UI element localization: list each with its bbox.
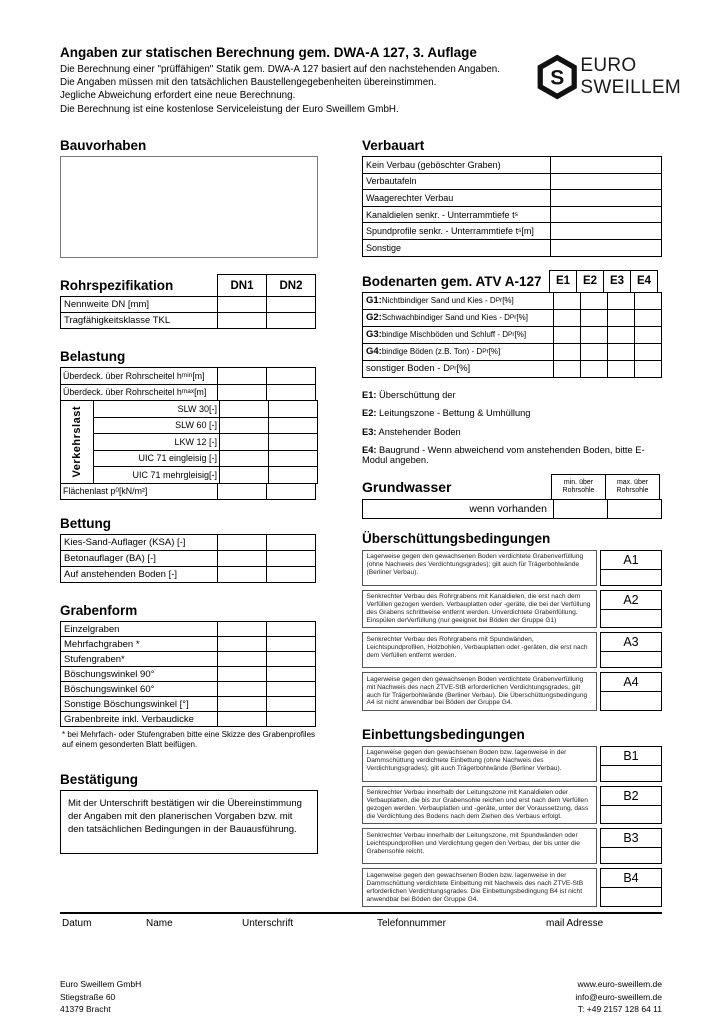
logo-text: EURO SWEILLEM — [580, 55, 682, 98]
verbauart-kein-verbau-input[interactable] — [550, 156, 662, 174]
g1-e1-input[interactable] — [553, 292, 581, 310]
table-row: Böschungswinkel 60° — [60, 681, 318, 697]
section-grabenform — [60, 603, 318, 750]
ksa-dn2-input[interactable] — [266, 534, 316, 551]
section-bestaetigung — [60, 772, 318, 854]
condition-item-b3: Senkrechter Verbau innerhalb der Leitungszone, mit Spundwänden oder Leichtspundprofilen und Verdichtung gegen den Verbau, der bis unter die Grabensohle reicht. B3 — [362, 828, 662, 864]
g2-e3-input[interactable] — [607, 309, 635, 327]
winkel90-dn2-input[interactable] — [266, 666, 316, 682]
table-row: G4: bindige Böden (z.B. Ton) - D Pr [%] — [362, 343, 662, 361]
footer — [60, 978, 662, 1016]
header — [60, 45, 540, 116]
condition-item-a3: Senkrechter Verbau des Rohrgrabens mit Spundwänden, Leichtspundprofilen, Holzbohlen, Verbauplatten oder -geräten, die erst nach dem Verfüllen entfernt werden. A3 — [362, 632, 662, 668]
section-title: Bettung — [60, 516, 111, 531]
g4-e3-input[interactable] — [607, 343, 635, 361]
intro-line: Die Berechnung einer "prüffähigen" Statik gem. DWA-A 127 basiert auf den nachstehenden Angaben. — [60, 64, 500, 75]
code-b3: B3 — [600, 828, 662, 848]
verbauart-waagerecht-input[interactable] — [550, 189, 662, 207]
table-row: Stufengraben* — [60, 651, 318, 667]
e-note: E1: Überschüttung der — [362, 389, 456, 400]
g4-e1-input[interactable] — [553, 343, 581, 361]
a3-input[interactable] — [600, 651, 662, 668]
section-bodenarten — [362, 270, 662, 378]
g2-e4-input[interactable] — [634, 309, 662, 327]
table-row: Waagerechter Verbau — [362, 189, 662, 207]
grundwasser-max-input[interactable] — [607, 499, 662, 519]
g2-e2-input[interactable] — [580, 309, 608, 327]
anstehend-dn1-input[interactable] — [217, 566, 267, 583]
e-note: E3: Anstehender Boden — [362, 426, 461, 437]
section-grundwasser — [362, 474, 662, 519]
stufengraben-dn2-input[interactable] — [266, 651, 316, 667]
footer-phone: T: +49 2157 128 64 11 — [577, 1004, 662, 1014]
a4-input[interactable] — [600, 691, 662, 711]
table-row: Überdeck. über Rohrscheitel h min [m] — [60, 367, 318, 385]
hmin-dn2-input[interactable] — [266, 367, 316, 385]
g3-e3-input[interactable] — [607, 326, 635, 344]
rohrspez-dn1-tkl-input[interactable] — [217, 312, 267, 329]
verbauart-verbautafeln-input[interactable] — [550, 173, 662, 191]
section-title: Rohrspezifikation — [60, 278, 174, 293]
sonstiger-e4-input[interactable] — [634, 360, 662, 378]
hmin-dn1-input[interactable] — [217, 367, 267, 385]
uic71-mehr-dn2-input[interactable] — [268, 466, 318, 484]
column-header-e1: E1 — [549, 270, 577, 293]
rohrspez-dn1-nennweite-input[interactable] — [217, 296, 267, 313]
table-row: Sonstige Böschungswinkel [°] — [60, 696, 318, 712]
sonstiger-e2-input[interactable] — [580, 360, 608, 378]
section-title: Bauvorhaben — [60, 138, 147, 153]
b2-input[interactable] — [600, 805, 662, 825]
b4-input[interactable] — [600, 887, 662, 907]
table-row: Sonstige — [362, 239, 662, 257]
code-b2: B2 — [600, 786, 662, 806]
condition-item-b2: Senkrechter Verbau innerhalb der Leitungszone mit Kanaldielen oder Verbauplatten, die bis zur Grabensohle reichen und erst nach dem Verfüllen gezogen werden. Verbauplatten und -geräte, unter der Voraussetzung, dass die Verdichtung des Bodens nach dem Ziehen des Verbaus erfolgt. B2 — [362, 786, 662, 825]
e-notes — [362, 390, 662, 466]
winkel90-dn1-input[interactable] — [217, 666, 267, 682]
section-ueberschuettung — [362, 531, 662, 711]
table-row: SLW 30[-] — [93, 400, 318, 418]
signature-line[interactable] — [60, 912, 662, 932]
signature-label-telefonnummer: Telefonnummer — [377, 918, 446, 929]
intro-line: Die Berechnung ist eine kostenlose Serviceleistung der Euro Sweillem GmbH. — [60, 103, 399, 115]
table-row: Kein Verbau (geböschter Graben) — [362, 156, 662, 174]
code-b4: B4 — [600, 868, 662, 888]
condition-item-b1: Lagenweise gegen den gewachsenen Boden bzw. lagenweise in der Dammschüttung verdichtete Einbettung (ohne Nachweis des Verdichtungsgrades); gilt auch Trägerbohlwände (Berliner Verbau). B1 — [362, 746, 662, 782]
table-row: Auf anstehenden Boden [-] — [60, 566, 318, 583]
table-row: Betonauflager (BA) [-] — [60, 550, 318, 567]
intro-line: Die Angaben müssen mit den tatsächlichen Baustellengegebenheiten übereinstimmen. — [60, 77, 437, 89]
ba-dn2-input[interactable] — [266, 550, 316, 567]
g4-e4-input[interactable] — [634, 343, 662, 361]
rohrspez-dn2-tkl-input[interactable] — [266, 312, 316, 329]
slw30-dn2-input[interactable] — [268, 400, 318, 418]
code-a1: A1 — [600, 550, 662, 570]
page-title: Angaben zur statischen Berechnung gem. DWA-A 127, 3. Auflage — [60, 45, 477, 60]
table-row: Grabenbreite inkl. Verbaudicke — [60, 711, 318, 727]
mehrfachgraben-dn2-input[interactable] — [266, 636, 316, 652]
table-row: G3: bindige Mischböden und Schluff - D Pr [%] — [362, 326, 662, 344]
column-header-e4: E4 — [630, 270, 658, 293]
section-rohrspezifikation — [60, 274, 318, 329]
g1-e4-input[interactable] — [634, 292, 662, 310]
g2-e1-input[interactable] — [553, 309, 581, 327]
signature-label-unterschrift: Unterschrift — [242, 918, 294, 929]
code-a4: A4 — [600, 672, 662, 692]
signature-label-name: Name — [146, 918, 173, 929]
grabenbreite-dn1-input[interactable] — [217, 711, 267, 727]
sonstiger-e1-input[interactable] — [553, 360, 581, 378]
table-row: Tragfähigkeitsklasse TKL — [60, 312, 318, 329]
footer-contact — [575, 978, 662, 1016]
grabenbreite-dn2-input[interactable] — [266, 711, 316, 727]
column-header-max: max. über Rohrsohle — [605, 474, 660, 500]
hexagon-s-logo-icon — [537, 53, 577, 101]
slw60-dn1-input[interactable] — [219, 417, 269, 435]
table-row: UIC 71 eingleisig [-] — [93, 450, 318, 468]
lkw12-dn2-input[interactable] — [268, 433, 318, 451]
table-row: SLW 60 [-] — [93, 417, 318, 435]
table-row: UIC 71 mehrgleisig[-] — [93, 466, 318, 484]
verbauart-spundprofile-input[interactable] — [550, 222, 662, 240]
intro-line: Jegliche Abweichung erfordert eine neue Berechnung. — [60, 90, 296, 102]
section-einbettung — [362, 727, 662, 907]
e-note: E4: Baugrund - Wenn abweichend vom anstehenden Boden, bitte E-Modul angeben. — [362, 445, 645, 466]
section-title: Einbettungsbedingungen — [362, 726, 525, 742]
verbauart-sonstige-input[interactable] — [550, 239, 662, 257]
uic71-mehr-dn1-input[interactable] — [219, 466, 269, 484]
hmax-dn2-input[interactable] — [266, 384, 316, 402]
section-bauvorhaben — [60, 138, 318, 258]
stufengraben-dn1-input[interactable] — [217, 651, 267, 667]
section-title: Grabenform — [60, 603, 138, 618]
condition-item-a4: Lagerweise gegen den gewachsenen Boden verdichtete Grabenverfüllung mit Nachweis des nach ZTVE-StB erforderlichen Verdichtungsgrades, gilt auch für Trägerbohlwände (Berliner Verbau). Die Überschüttungsbedingung A4 ist nicht anwendbar bei Böden der Gruppe G4. A4 — [362, 672, 662, 711]
company-logo — [537, 53, 723, 101]
mehrfachgraben-dn1-input[interactable] — [217, 636, 267, 652]
footer-company-address: Euro Sweillem GmbH Stiegstraße 60 41379 Bracht — [60, 979, 142, 1014]
anstehend-dn2-input[interactable] — [266, 566, 316, 583]
section-title: Bestätigung — [60, 772, 139, 787]
condition-item-a1: Lagerweise gegen den gewachsenen Boden verdichtete Grabenverfüllung (ohne Nachweis des Verdichtungsgrades); gilt auch für Trägerbohlwände (Berliner Verbau). A1 — [362, 550, 662, 586]
uic71-ein-dn1-input[interactable] — [219, 450, 269, 468]
table-row: LKW 12 [-] — [93, 433, 318, 451]
verbauart-kanaldielen-input[interactable] — [550, 206, 662, 224]
svg-text:S: S — [550, 66, 565, 90]
code-b1: B1 — [600, 746, 662, 766]
condition-item-a2: Senkrechter Verbau des Rohrgrabens mit Kanaldielen, die erst nach dem Verfüllen gezogen werden. Verbauplatten oder -geräte, die bei der Verfüllung des Grabens schrittweise entfernt werden. Unverdichtete Grabenfüllung. Einspülen derVerfüllung (nur geeignet bei Böden der Gruppe G1) A2 — [362, 590, 662, 629]
table-row: G1: Nichtbindiger Sand und Kies - D Pr [%] — [362, 292, 662, 310]
winkel60-dn2-input[interactable] — [266, 681, 316, 697]
b1-input[interactable] — [600, 765, 662, 782]
g3-e1-input[interactable] — [553, 326, 581, 344]
verkehrslast-label: Verkehrslast — [71, 406, 83, 478]
table-row: Spundprofile senkr. - Unterrammtiefe t s [m] — [362, 222, 662, 240]
table-row: Mehrfachgraben * — [60, 636, 318, 652]
slw60-dn2-input[interactable] — [268, 417, 318, 435]
section-title: Bodenarten gem. ATV A-127 — [362, 273, 542, 289]
einzelgraben-dn1-input[interactable] — [217, 621, 267, 637]
einzelgraben-dn2-input[interactable] — [266, 621, 316, 637]
flaechenlast-dn2-input[interactable] — [266, 483, 316, 501]
table-row: Böschungswinkel 90° — [60, 666, 318, 682]
bauvorhaben-input-box[interactable] — [60, 156, 318, 258]
ba-dn1-input[interactable] — [217, 550, 267, 567]
e-note: E2: Leitungszone - Bettung & Umhüllung — [362, 408, 531, 419]
g4-e2-input[interactable] — [580, 343, 608, 361]
winkel60-dn1-input[interactable] — [217, 681, 267, 697]
sonstwinkel-dn1-input[interactable] — [217, 696, 267, 712]
footer-email: info@euro-sweillem.de — [575, 991, 662, 1002]
grabenform-footnote: * bei Mehrfach- oder Stufengraben bitte eine Skizze des Grabenprofiles auf einem gesonderten Blatt beifügen. — [62, 730, 316, 749]
section-belastung — [60, 349, 318, 500]
lkw12-dn1-input[interactable] — [219, 433, 269, 451]
sonstwinkel-dn2-input[interactable] — [266, 696, 316, 712]
grundwasser-min-input[interactable] — [553, 499, 608, 519]
column-header-dn1: DN1 — [217, 274, 267, 297]
section-verbauart — [362, 138, 662, 257]
hmax-dn1-input[interactable] — [217, 384, 267, 402]
condition-item-b4: Lagenweise gegen den gewachsenen Boden bzw. lagenweise in der Dammschüttung verdichtete Einbettung mit Nachweis des nach ZTVE-StB erforderlichen Verdichtungsgrades. Die Einbettungsbedingung B4 ist nicht anwendbar bei Böden der Gruppe G4. B4 — [362, 868, 662, 907]
b3-input[interactable] — [600, 847, 662, 864]
table-row: sonstiger Boden - D Pr [%] — [362, 360, 662, 378]
g3-e4-input[interactable] — [634, 326, 662, 344]
uic71-ein-dn2-input[interactable] — [268, 450, 318, 468]
section-title: Grundwasser — [362, 478, 452, 495]
table-row: Flächenlast p 0 [kN/m²] — [60, 483, 318, 501]
column-header-dn2: DN2 — [266, 274, 316, 297]
slw30-dn1-input[interactable] — [219, 400, 269, 418]
column-header-e2: E2 — [576, 270, 604, 293]
bestaetigung-text: Mit der Unterschrift bestätigen wir die Übereinstimmung der Angaben mit den planerischen Vorgaben bzw. mit den tatsächlichen Bedingungen in der Bauausführung. — [60, 790, 318, 854]
verkehrslast-group — [60, 400, 318, 484]
table-row: Einzelgraben — [60, 621, 318, 637]
code-a3: A3 — [600, 632, 662, 652]
column-header-e3: E3 — [603, 270, 631, 293]
table-row: wenn vorhanden — [362, 499, 662, 519]
ksa-dn1-input[interactable] — [217, 534, 267, 551]
table-row: Nennweite DN [mm] — [60, 296, 318, 313]
a2-input[interactable] — [600, 609, 662, 629]
table-row: Kanaldielen senkr. - Unterrammtiefe t s — [362, 206, 662, 224]
a1-input[interactable] — [600, 569, 662, 586]
table-row: G2: Schwachbindiger Sand und Kies - D Pr [%] — [362, 309, 662, 327]
signature-label-mail: mail Adresse — [546, 918, 604, 929]
signature-label-datum: Datum — [62, 918, 92, 929]
section-title: Überschüttungsbedingungen — [362, 530, 551, 546]
table-row: Kies-Sand-Auflager (KSA) [-] — [60, 534, 318, 551]
section-title: Belastung — [60, 349, 126, 364]
sonstiger-e3-input[interactable] — [607, 360, 635, 378]
rohrspez-dn2-nennweite-input[interactable] — [266, 296, 316, 313]
column-header-min: min. über Rohrsohle — [551, 474, 606, 500]
g3-e2-input[interactable] — [580, 326, 608, 344]
table-row: Verbautafeln — [362, 173, 662, 191]
section-title: Verbauart — [362, 138, 425, 153]
flaechenlast-dn1-input[interactable] — [217, 483, 267, 501]
table-row: Überdeck. über Rohrscheitel h max [m] — [60, 384, 318, 402]
g1-e3-input[interactable] — [607, 292, 635, 310]
section-bettung — [60, 516, 318, 583]
footer-website: www.euro-sweillem.de — [577, 979, 662, 989]
g1-e2-input[interactable] — [580, 292, 608, 310]
code-a2: A2 — [600, 590, 662, 610]
